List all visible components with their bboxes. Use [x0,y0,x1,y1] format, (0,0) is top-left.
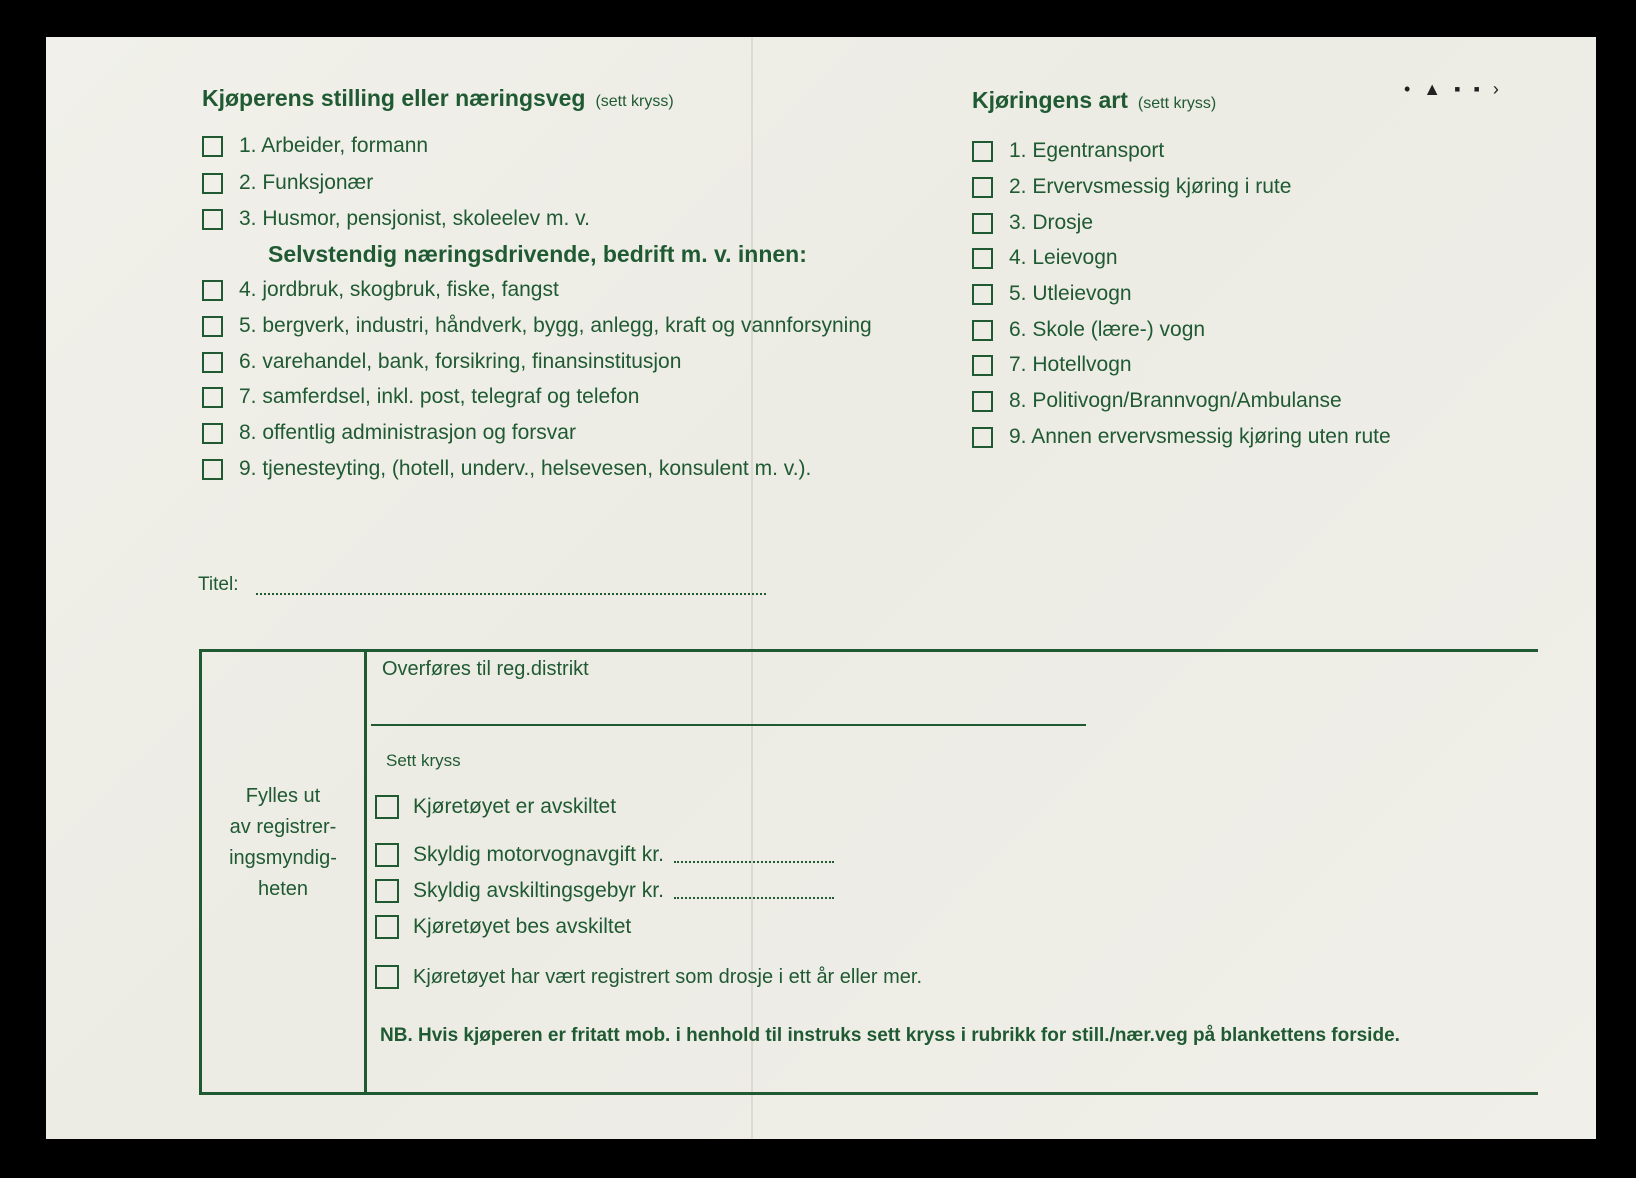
occupation-option-2[interactable] [202,171,373,195]
checkbox[interactable] [375,915,399,939]
titel-label: Titel: [198,574,239,595]
checkbox[interactable] [972,355,993,376]
checkbox[interactable] [972,320,993,341]
occupation-option-9[interactable] [202,457,811,481]
checkbox[interactable] [972,248,993,269]
checkbox[interactable] [202,136,223,157]
nb-note: NB. Hvis kjøperen er fritatt mob. i henhold til instruks sett kryss i rubrikk for still./nær.veg på blankettens forside. [380,1025,1400,1046]
option-label: 6. varehandel, bank, forsikring, finansinstitusjon [239,350,682,373]
ink-smudge: • ▲ ▪ ▪ › [1404,79,1503,99]
checkbox[interactable] [202,173,223,194]
form-sheet [46,37,1596,1139]
option-label: 1. Egentransport [1009,139,1165,162]
option-label: 6. Skole (lære-) vogn [1009,318,1206,341]
occupation-option-4[interactable] [202,278,559,302]
avskiltingsgebyr-amount-field[interactable] [674,883,834,899]
driving-option-7[interactable] [972,353,1132,377]
checkbox[interactable] [202,280,223,301]
checkbox[interactable] [375,795,399,819]
driving-option-2[interactable] [972,175,1291,199]
driving-type-heading-text: Kjøringens art [972,87,1128,113]
box-bottom-border [199,1092,1538,1095]
side-label-line: heten [257,878,309,900]
option-label: 5. bergverk, industri, håndverk, bygg, anlegg, kraft og vannforsyning [239,314,872,337]
checkbox[interactable] [972,177,993,198]
box-top-border [199,649,1538,652]
buyer-occupation-heading-text: Kjøperens stilling eller næringsveg [202,85,586,111]
checkbox[interactable] [972,141,993,162]
registry-check-avskiltet[interactable] [375,795,616,819]
registry-check-motorvognavgift[interactable] [375,843,834,867]
buyer-occupation-heading [202,85,674,112]
option-label: 7. Hotellvogn [1009,353,1132,376]
side-label-line: Fylles ut [245,785,321,807]
option-label: Kjøretøyet har vært registrert som drosje i ett år eller mer. [413,965,923,988]
option-label: 2. Ervervsmessig kjøring i rute [1009,175,1292,198]
checkbox[interactable] [202,316,223,337]
registry-check-bes-avskiltet[interactable] [375,915,631,939]
checkbox[interactable] [202,209,223,230]
checkbox[interactable] [202,459,223,480]
occupation-option-6[interactable] [202,350,681,374]
registry-check-drosje[interactable] [375,965,922,989]
checkbox[interactable] [375,879,399,903]
driving-option-9[interactable] [972,425,1391,449]
option-label: 1. Arbeider, formann [239,134,429,157]
checkbox[interactable] [202,387,223,408]
option-label: 8. offentlig administrasjon og forsvar [239,421,576,444]
checkbox[interactable] [202,352,223,373]
transfer-line[interactable] [371,724,1086,726]
buyer-occupation-heading-note: (sett kryss) [595,93,674,110]
checkbox[interactable] [202,423,223,444]
box-left-border [199,649,202,1095]
checkbox[interactable] [972,427,993,448]
occupation-option-8[interactable] [202,421,576,445]
option-label: Kjøretøyet bes avskiltet [413,915,632,938]
registry-check-avskiltingsgebyr[interactable] [375,879,834,903]
option-label: 5. Utleievogn [1009,282,1132,305]
checkbox[interactable] [972,284,993,305]
driving-type-heading-note: (sett kryss) [1137,95,1217,112]
box-divider [364,649,367,1095]
side-label-line: av registrer- [229,816,337,838]
sett-kryss-label: Sett kryss [386,751,461,770]
driving-option-6[interactable] [972,318,1205,342]
titel-field[interactable] [256,593,766,595]
option-label: 3. Husmor, pensjonist, skoleelev m. v. [239,207,590,230]
checkbox[interactable] [972,391,993,412]
option-label: Skyldig avskiltingsgebyr kr. [413,879,664,902]
checkbox[interactable] [972,213,993,234]
checkbox[interactable] [375,843,399,867]
option-label: 3. Drosje [1009,211,1094,234]
option-label: 4. Leievogn [1009,246,1118,269]
driving-type-heading [972,87,1216,114]
option-label: 2. Funksjonær [239,171,374,194]
checkbox[interactable] [375,965,399,989]
motorvognavgift-amount-field[interactable] [674,847,834,863]
option-label: Skyldig motorvognavgift kr. [413,843,664,866]
option-label: 9. tjenesteyting, (hotell, underv., helsevesen, konsulent m. v.). [239,457,812,480]
registry-side-label [204,781,362,905]
driving-option-8[interactable] [972,389,1342,413]
occupation-option-5[interactable] [202,314,872,338]
occupation-option-1[interactable] [202,134,428,158]
driving-option-3[interactable] [972,211,1093,235]
driving-option-4[interactable] [972,246,1118,270]
option-label: 4. jordbruk, skogbruk, fiske, fangst [239,278,559,301]
option-label: Kjøretøyet er avskiltet [413,795,617,818]
driving-option-5[interactable] [972,282,1132,306]
occupation-option-7[interactable] [202,385,639,409]
self-employed-subheading: Selvstendig næringsdrivende, bedrift m. v. innen: [268,241,807,267]
side-label-line: ingsmyndig- [229,847,337,869]
option-label: 8. Politivogn/Brannvogn/Ambulanse [1009,389,1342,412]
option-label: 9. Annen ervervsmessig kjøring uten rute [1009,425,1391,448]
occupation-option-3[interactable] [202,207,590,231]
driving-option-1[interactable] [972,139,1164,163]
option-label: 7. samferdsel, inkl. post, telegraf og telefon [239,385,640,408]
transfer-district-label: Overføres til reg.distrikt [382,658,589,680]
